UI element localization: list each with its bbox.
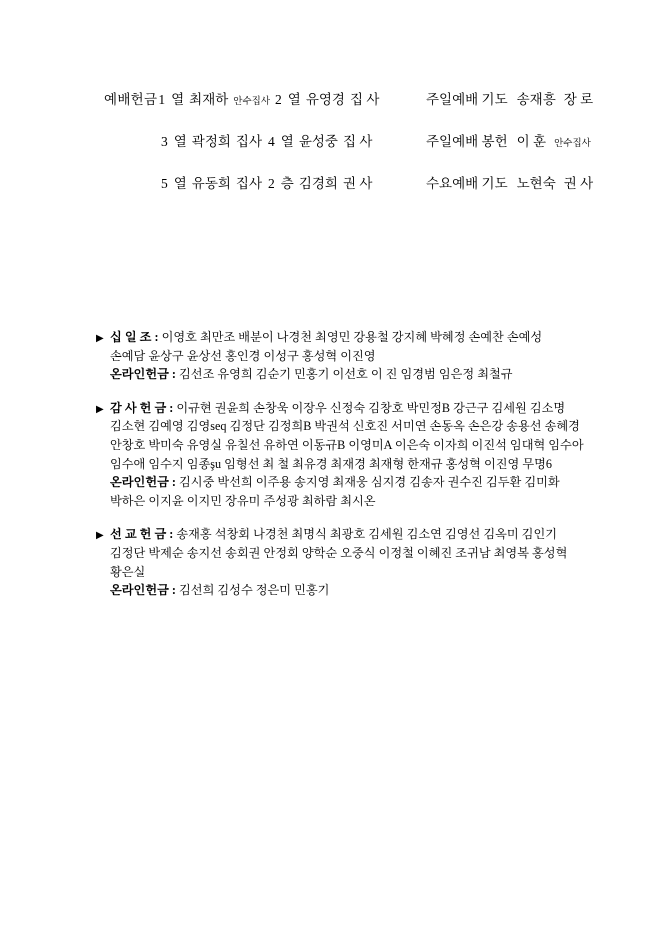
name-list-line: 황은실 bbox=[110, 564, 146, 579]
offering-row bbox=[104, 130, 414, 172]
offering-row bbox=[104, 88, 414, 130]
person-name: 이 훈 bbox=[516, 134, 547, 149]
online-offering-label: 온라인헌금 : bbox=[110, 583, 176, 598]
offering-section bbox=[96, 328, 596, 384]
name-list-line: 임수애 임수지 임종şu 임형선 최 철 최유경 최재경 최재형 한재규 홍성혁 이진영 무명6 bbox=[110, 456, 553, 471]
section-first-line bbox=[110, 525, 596, 544]
person-title-small: 안수집사 bbox=[233, 97, 271, 107]
section-body bbox=[110, 525, 596, 599]
section-body bbox=[110, 328, 596, 384]
person-name: 김경희 bbox=[298, 176, 338, 191]
person-title: 집사 bbox=[235, 134, 263, 149]
offering-row-label: 예배헌금 bbox=[104, 92, 158, 107]
section-first-line bbox=[110, 399, 596, 418]
person-title: 집사 bbox=[235, 176, 263, 191]
person-name: 노현숙 bbox=[516, 176, 556, 191]
name-list-line: 김시중 박선희 이주용 송지영 최재웅 심지경 김송자 권수진 김두환 김미화 bbox=[179, 475, 560, 490]
service-role-label: 주일예배 봉헌 bbox=[426, 134, 508, 149]
person-name: 유동희 bbox=[191, 176, 231, 191]
offering-sections bbox=[96, 328, 596, 615]
offering-section bbox=[96, 399, 596, 511]
row-token: 열 bbox=[173, 134, 187, 149]
section-body bbox=[110, 399, 596, 511]
section-title: 감 사 헌 금 : bbox=[110, 400, 174, 415]
person-title-small: 안수집사 bbox=[554, 139, 591, 149]
online-offering-line bbox=[110, 581, 596, 600]
person-name: 최재하 bbox=[189, 92, 229, 107]
row-token: 2 bbox=[268, 176, 275, 191]
name-list-line: 김선희 김성수 정은미 민홍기 bbox=[179, 583, 330, 598]
row-token: 3 bbox=[161, 134, 168, 149]
triangle-bullet-icon: ▶ bbox=[96, 403, 104, 415]
person-name: 곽정희 bbox=[191, 134, 231, 149]
triangle-bullet-icon: ▶ bbox=[96, 333, 104, 344]
person-title: 집 사 bbox=[342, 134, 373, 149]
service-role-row bbox=[426, 130, 656, 172]
name-list-line: 김선조 유영희 김순기 민홍기 이선호 이 진 임경범 임은정 최철규 bbox=[179, 367, 513, 382]
name-list-line: 이영호 최만조 배분이 나경천 최영민 강용철 강지혜 박혜정 손예찬 손예성 bbox=[161, 330, 543, 344]
offering-row bbox=[104, 172, 414, 214]
service-role-label: 수요예배 기도 bbox=[426, 176, 508, 191]
person-name: 윤성중 bbox=[298, 134, 338, 149]
row-token: 5 bbox=[161, 176, 168, 191]
section-first-line bbox=[110, 328, 596, 347]
section-title: 십 일 조 : bbox=[110, 330, 159, 344]
person-title: 권 사 bbox=[563, 176, 594, 191]
online-offering-line bbox=[110, 365, 596, 384]
offering-section bbox=[96, 525, 596, 599]
row-token: 열 bbox=[287, 92, 301, 107]
row-token: 열 bbox=[280, 134, 294, 149]
row-token: 층 bbox=[280, 176, 294, 191]
name-list-line: 송재홍 석창회 나경천 최명식 최광호 김세원 김소연 김영선 김옥미 김인기 bbox=[176, 527, 558, 542]
name-list-line: 김소현 김예영 김영seq 김정단 김정희B 박권석 신호진 서미연 손동옥 손은강 송용선 송혜경 bbox=[110, 419, 580, 434]
section-title: 선 교 헌 금 : bbox=[110, 527, 174, 542]
person-title: 장 로 bbox=[563, 92, 594, 107]
row-token: 2 bbox=[275, 92, 282, 107]
person-name: 유영경 bbox=[305, 92, 345, 107]
triangle-bullet-icon: ▶ bbox=[96, 530, 104, 542]
service-role-row bbox=[426, 172, 656, 214]
name-list-line: 이규현 권윤희 손창욱 이장우 신정숙 김창호 박민정B 강근구 김세원 김소명 bbox=[176, 400, 566, 415]
online-offering-line bbox=[110, 473, 596, 492]
person-name: 송재흥 bbox=[516, 92, 556, 107]
service-role-row bbox=[426, 88, 656, 130]
name-list-line: 손예담 윤상구 윤상선 홍인경 이성구 홍성혁 이진영 bbox=[110, 348, 376, 363]
name-list-line: 김정단 박제순 송지선 송회권 안정회 양학순 오중식 이정철 이혜진 조귀남 최영복 홍성혁 bbox=[110, 545, 568, 560]
row-token: 1 bbox=[158, 92, 166, 107]
online-offering-label: 온라인헌금 : bbox=[110, 475, 176, 490]
offering-right-column bbox=[426, 88, 656, 214]
person-title: 권 사 bbox=[342, 176, 373, 191]
name-list-line: 안창호 박미숙 유영실 유칠선 유하연 이동규B 이영미A 이은숙 이자희 이진석 임대혁 임수아 bbox=[110, 437, 584, 452]
row-token: 4 bbox=[268, 134, 275, 149]
online-offering-label: 온라인헌금 : bbox=[110, 367, 176, 382]
person-title: 집 사 bbox=[349, 92, 380, 107]
row-token: 열 bbox=[171, 92, 185, 107]
offering-header-block bbox=[0, 88, 670, 214]
service-role-label: 주일예배 기도 bbox=[426, 92, 508, 107]
name-list-line: 박하은 이지윤 이지민 장유미 주성광 최하람 최시온 bbox=[110, 493, 376, 508]
offering-left-column bbox=[104, 88, 414, 214]
row-token: 열 bbox=[173, 176, 187, 191]
